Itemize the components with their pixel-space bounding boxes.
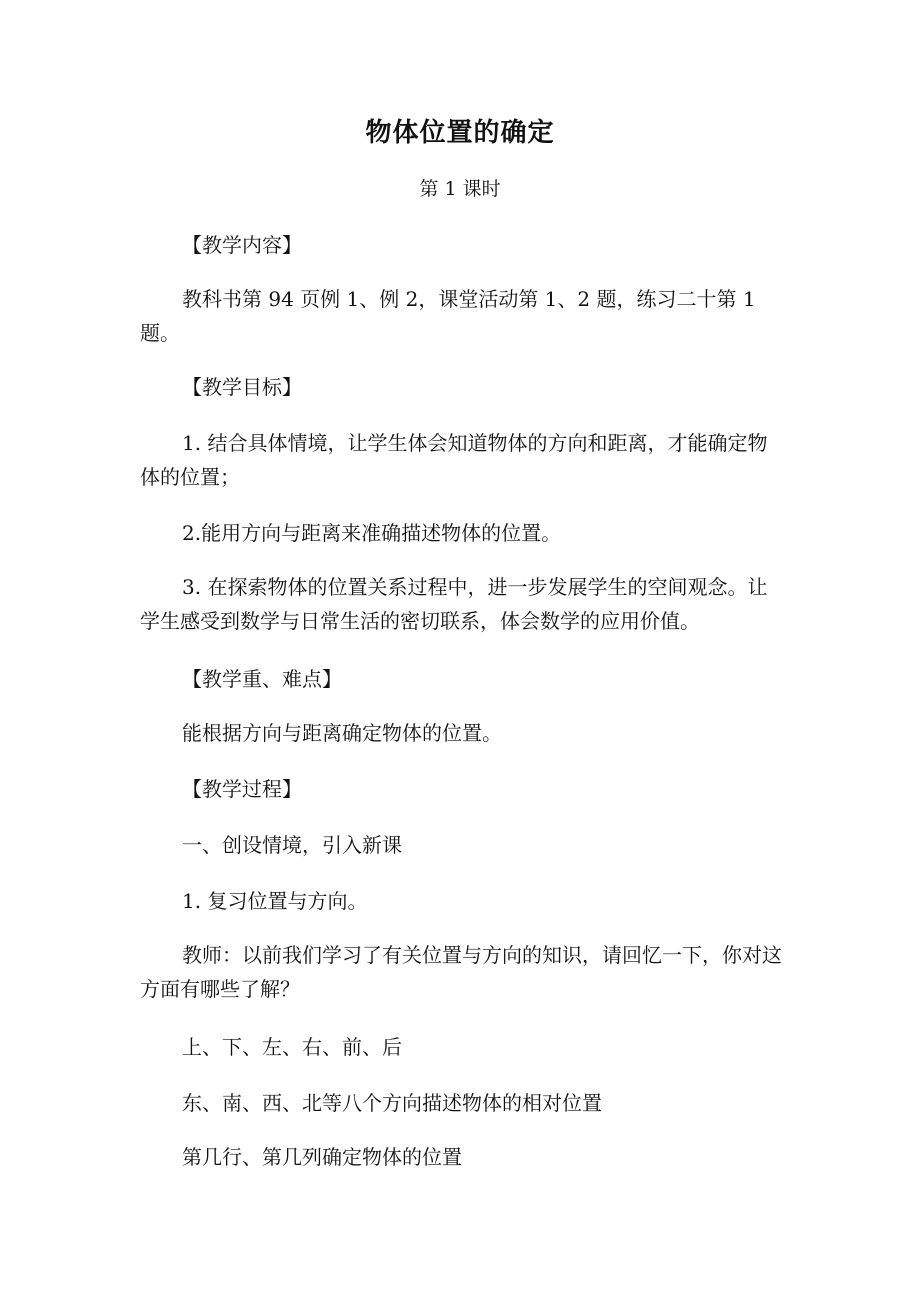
- paragraph-objective-1: 1. 结合具体情境，让学生体会知道物体的方向和距离，才能确定物体的位置；: [140, 431, 768, 489]
- paragraph-review: 1. 复习位置与方向。: [182, 889, 368, 913]
- paragraph-step-1: 一、创设情境，引入新课: [182, 833, 402, 857]
- section-heading-key-points: 【教学重、难点】: [182, 667, 342, 691]
- document-title: 物体位置的确定: [365, 118, 555, 148]
- paragraph-content: 教科书第 94 页例 1、例 2，课堂活动第 1、2 题，练习二十第 1 题。: [140, 287, 756, 345]
- section-heading-objectives: 【教学目标】: [182, 375, 302, 399]
- paragraph-objective-2: 2.能用方向与距离来准确描述物体的位置。: [182, 521, 562, 545]
- lesson-subtitle: 第 1 课时: [419, 178, 501, 200]
- paragraph-key-points: 能根据方向与距离确定物体的位置。: [182, 721, 502, 745]
- paragraph-teacher: 教师：以前我们学习了有关位置与方向的知识，请回忆一下，你对这方面有哪些了解？: [140, 943, 782, 1001]
- paragraph-directions-1: 上、下、左、右、前、后: [182, 1035, 402, 1059]
- paragraph-directions-2: 东、南、西、北等八个方向描述物体的相对位置: [182, 1091, 602, 1115]
- section-heading-process: 【教学过程】: [182, 777, 302, 801]
- paragraph-directions-3: 第几行、第几列确定物体的位置: [182, 1145, 462, 1169]
- paragraph-objective-3: 3. 在探索物体的位置关系过程中，进一步发展学生的空间观念。让学生感受到数学与日常生活的密切联系，体会数学的应用价值。: [140, 575, 768, 633]
- section-heading-content: 【教学内容】: [182, 233, 302, 257]
